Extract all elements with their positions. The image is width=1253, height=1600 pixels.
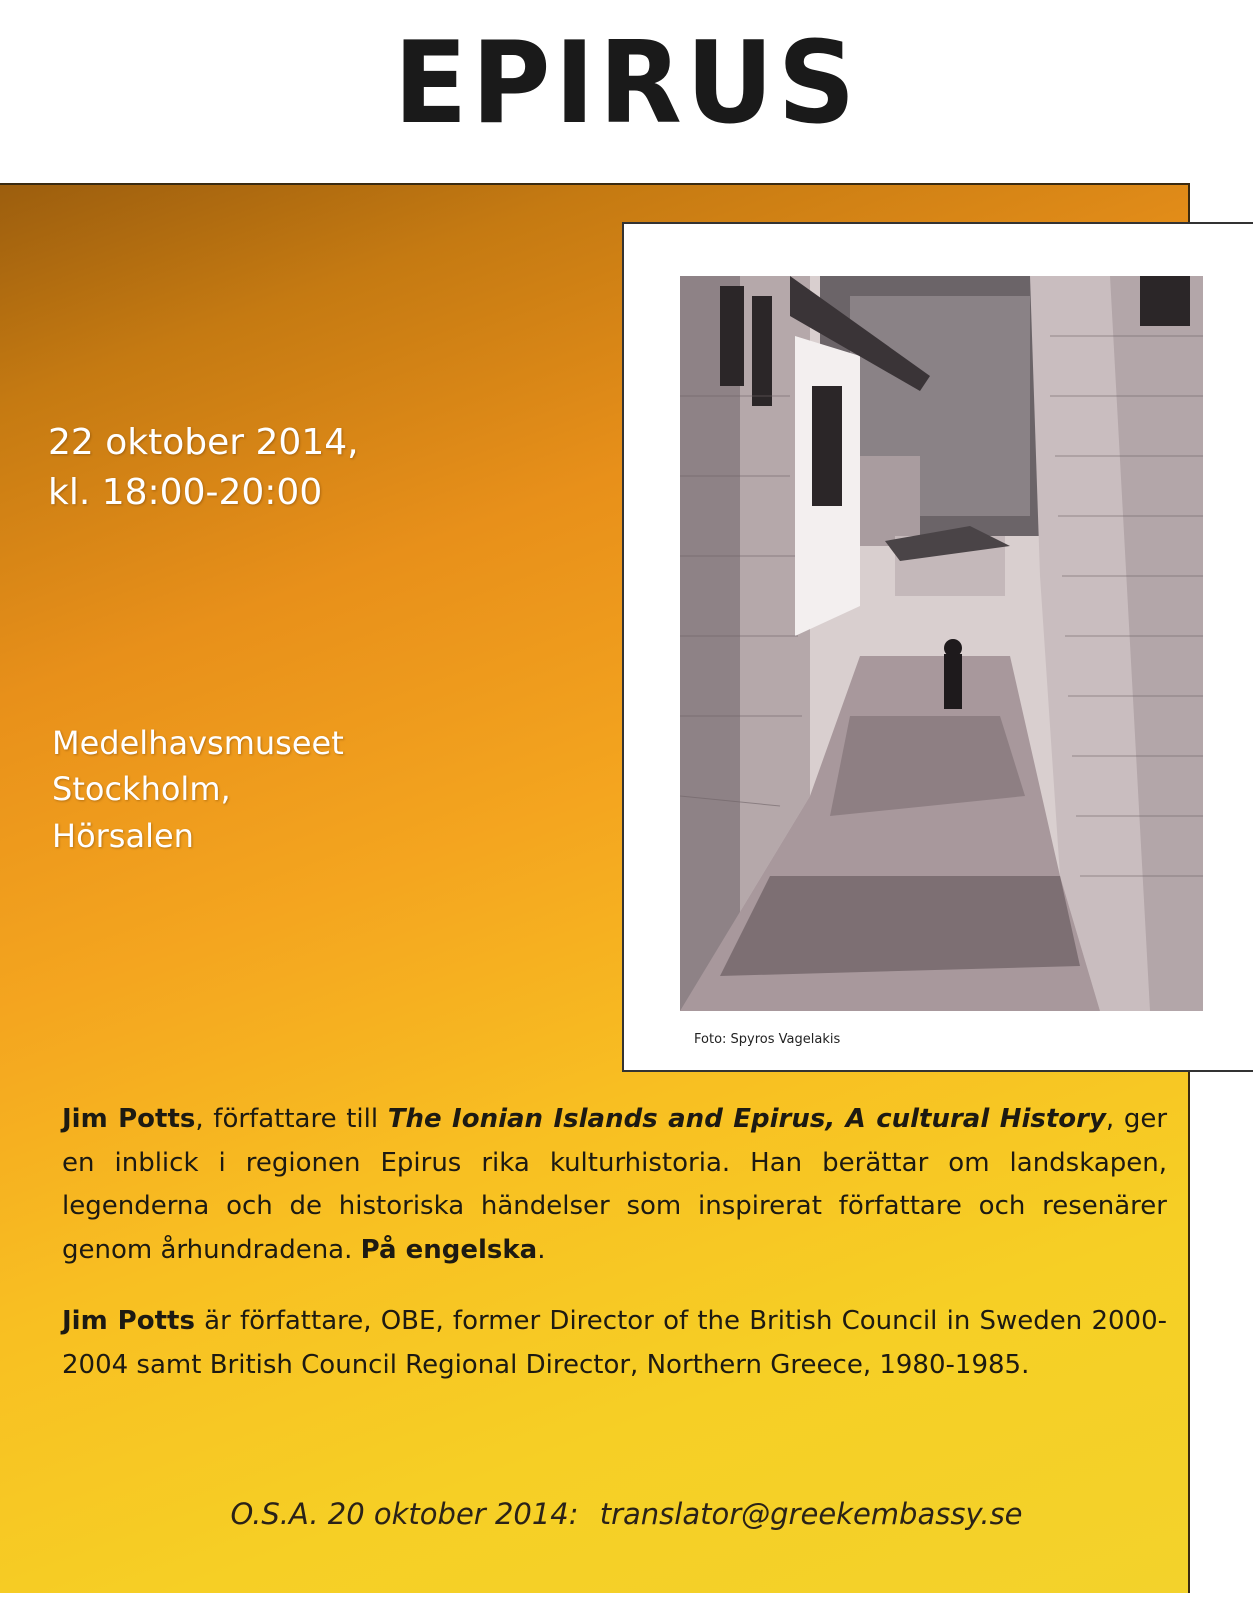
language-note: På engelska (360, 1235, 538, 1266)
para1-text-a: , författare till (195, 1104, 388, 1134)
photo-frame (622, 222, 1253, 1072)
book-title: The Ionian Islands and Epirus, A cultural History (387, 1104, 1106, 1134)
rsvp-deadline: O.S.A. 20 oktober 2014: (230, 1497, 579, 1531)
alley-illustration (680, 276, 1203, 1011)
venue-city: Stockholm, (52, 770, 231, 809)
author-name: Jim Potts (62, 1104, 196, 1134)
event-date: 22 oktober 2014, (48, 422, 359, 463)
rsvp-email[interactable]: translator@greekembassy.se (599, 1497, 1023, 1531)
event-venue (52, 720, 344, 859)
poster-title: EPIRUS (393, 17, 860, 150)
photo-credit: Foto: Spyros Vagelakis (694, 1032, 841, 1047)
event-time: kl. 18:00-20:00 (48, 472, 323, 514)
bio-text: är författare, OBE, former Director of the British Council in Sweden 2000-2004 samt British Council Regional Director, Northern Greece, 1980-1985. (62, 1306, 1168, 1380)
rsvp-line (0, 1497, 1253, 1531)
street-photo (680, 276, 1203, 1011)
description-paragraph (62, 1098, 1167, 1273)
venue-hall: Hörsalen (52, 816, 194, 855)
bio-author-name: Jim Potts (62, 1306, 195, 1336)
bio-paragraph (62, 1300, 1167, 1387)
para1-text-b: , ger en inblick i regionen Epirus rika kulturhistoria. Han berättar om landskapen, legenderna och de historiska händelser som inspirerat författare och resenärer genom århundradena. (62, 1104, 1168, 1266)
event-datetime (48, 418, 359, 519)
para1-end: . (537, 1235, 546, 1266)
venue-name: Medelhavsmuseet (52, 724, 344, 762)
